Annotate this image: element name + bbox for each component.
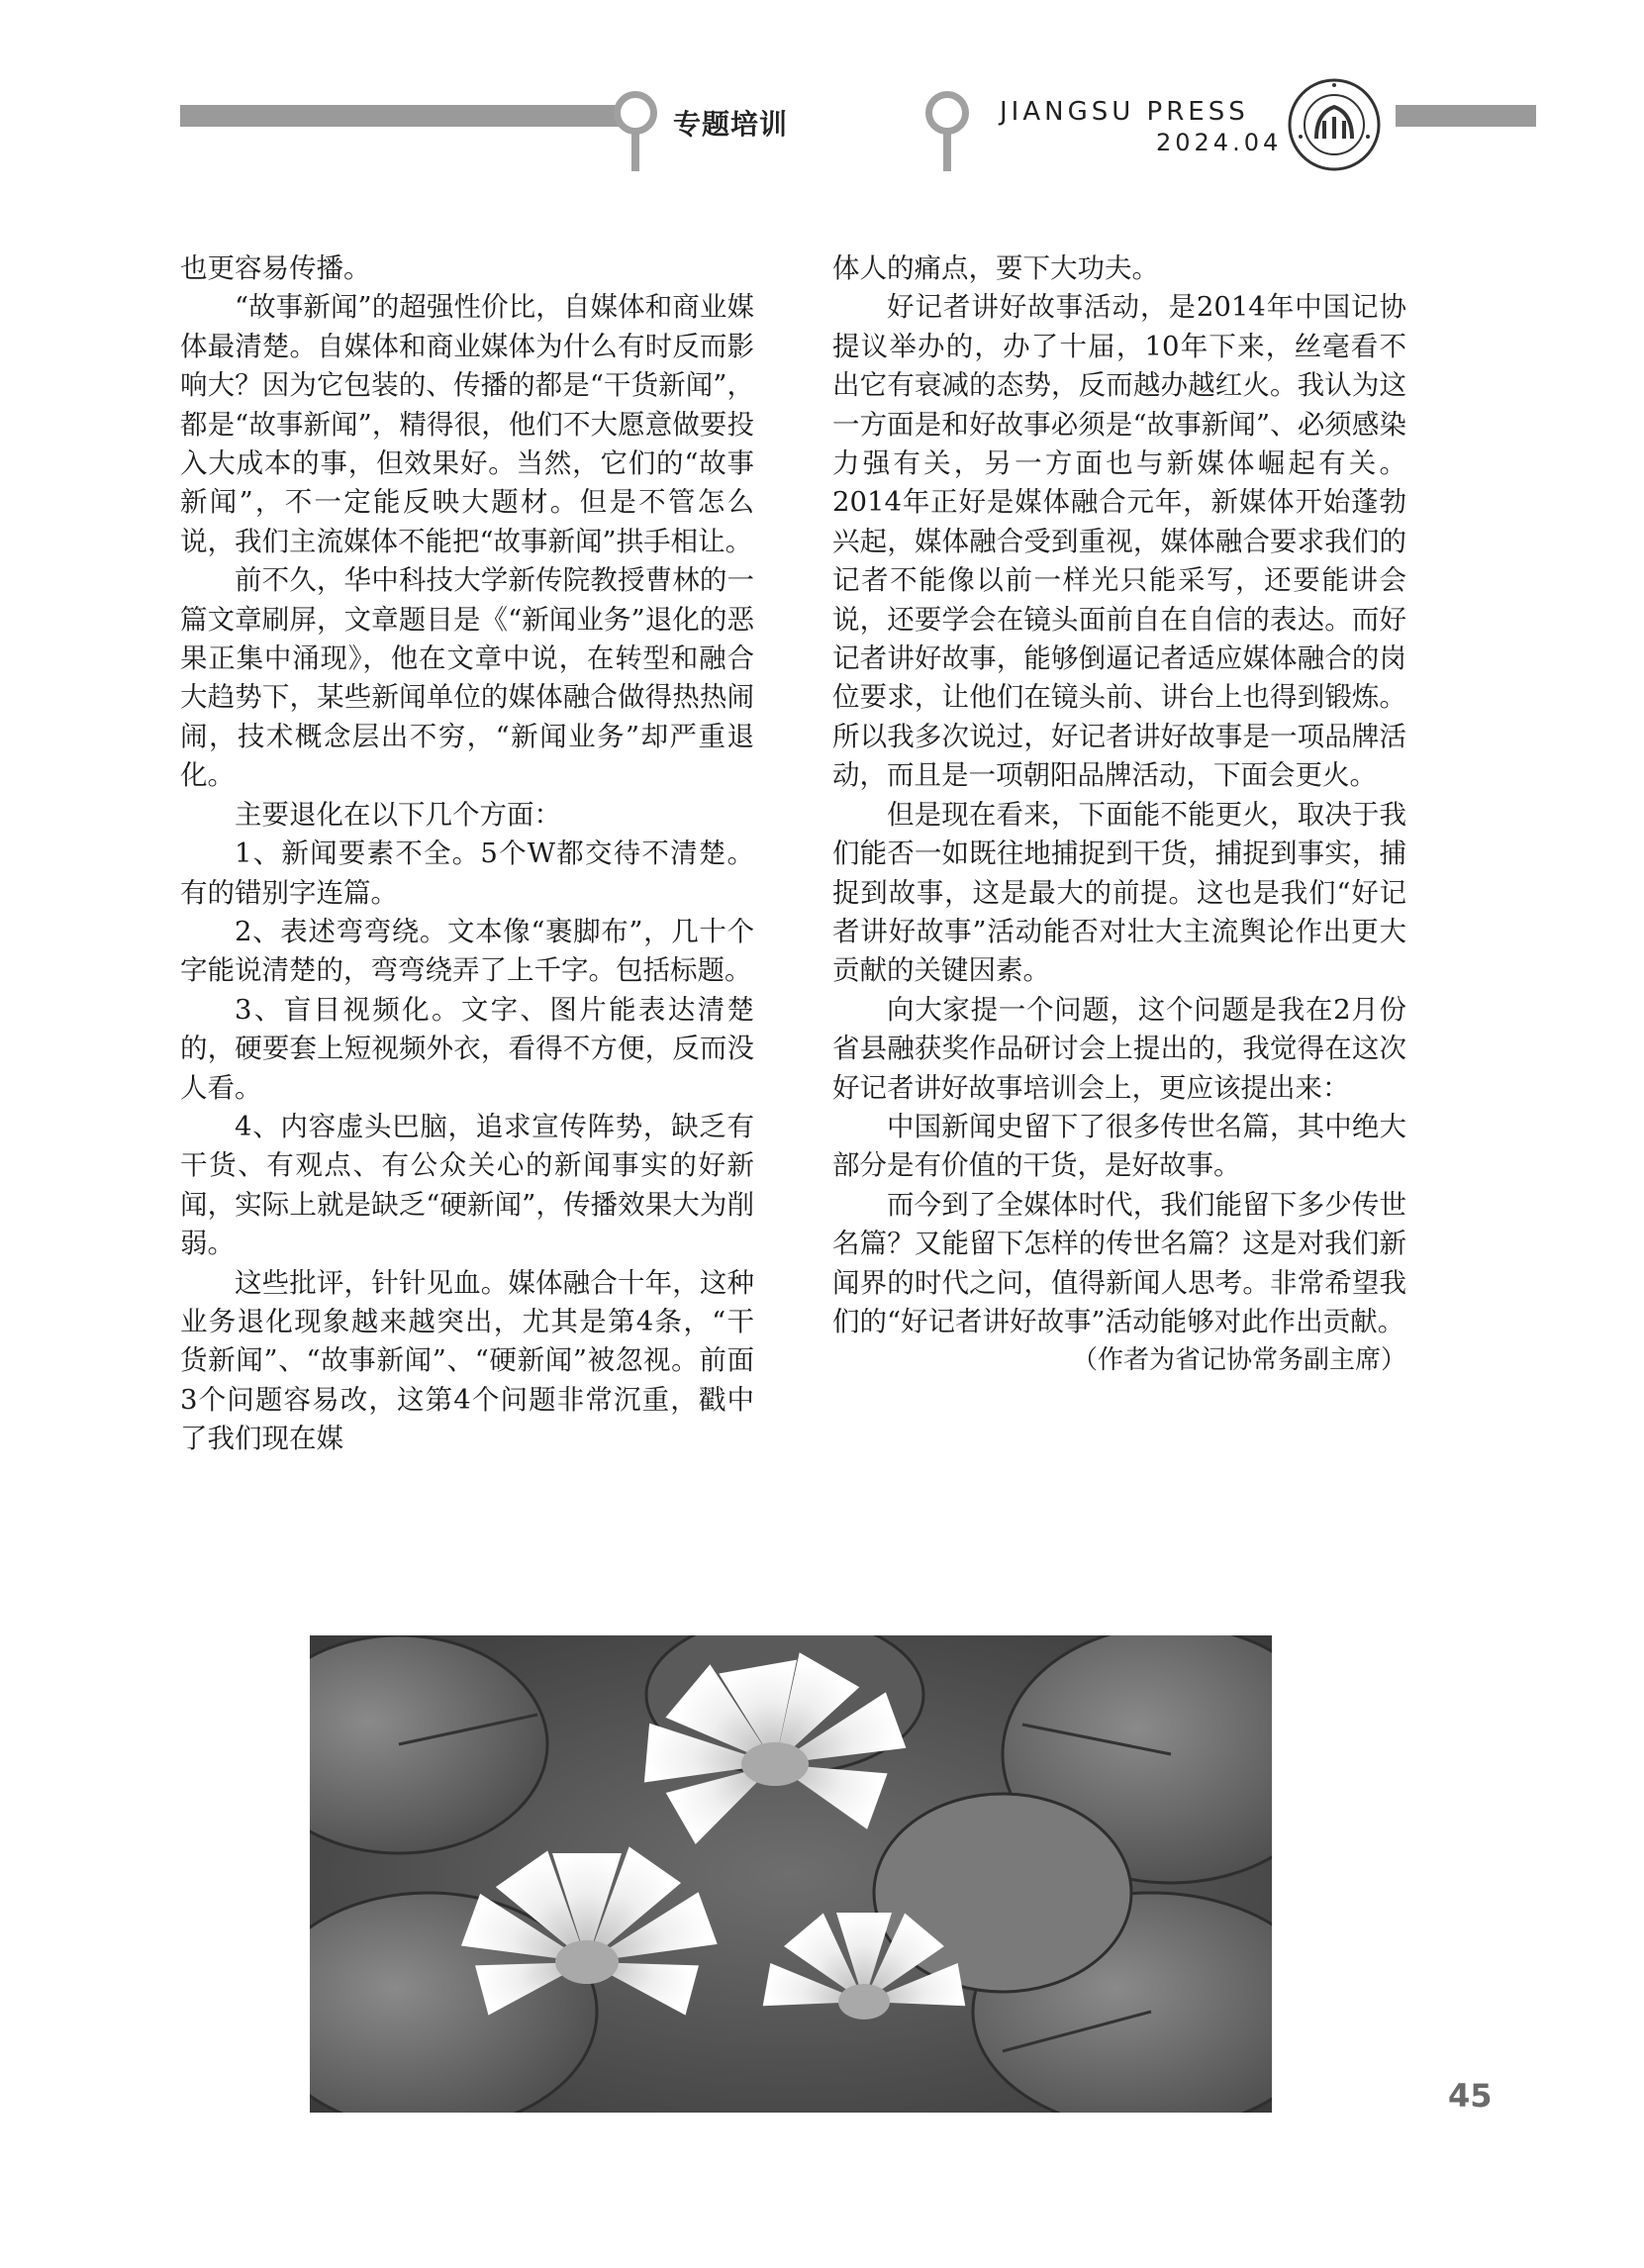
article-right-column	[832, 249, 1406, 1381]
magazine-name: JIANGSU PRESS	[1000, 97, 1249, 127]
water-lily-photo	[310, 1635, 1272, 2113]
issue-number: 2024.04	[1156, 129, 1283, 156]
pin-ornament-left	[614, 91, 657, 135]
author-byline: （作者为省记协常务副主席）	[1071, 1345, 1406, 1376]
seal-logo-icon	[1287, 77, 1382, 172]
paragraph: 2、表述弯弯绕。文本像“裹脚布”，几十个字能说清楚的，弯弯绕弄了上千字。包括标题。	[180, 915, 754, 987]
paragraph: 主要退化在以下几个方面：	[235, 798, 561, 831]
paragraph: 向大家提一个问题，这个问题是我在2月份省县融获奖作品研讨会上提出的，我觉得在这次好记者讲好故事培训会上，更应该提出来：	[832, 993, 1406, 1104]
paragraph: 也更容易传播。	[180, 252, 371, 284]
paragraph: “故事新闻”的超强性价比，自媒体和商业媒体最清楚。自媒体和商业媒体为什么有时反而影响大？因为它包装的、传播的都是“干货新闻”，都是“故事新闻”，精得很，他们不大愿意做要投入大成本的事，但效果好。当然，它们的“故事新闻”，不一定能反映大题材。但是不管怎么说，我们主流媒体不能把“故事新闻”拱手相让。	[180, 291, 754, 557]
paragraph: 前不久，华中科技大学新传院教授曹林的一篇文章刷屏，文章题目是《“新闻业务”退化的恶果正集中涌现》，他在文章中说，在转型和融合大趋势下，某些新闻单位的媒体融合做得热热闹闹，技术概念层出不穷，“新闻业务”却严重退化。	[180, 564, 754, 792]
paragraph: 这些批评，针针见血。媒体融合十年，这种业务退化现象越来越突出，尤其是第4条，“干货新闻”、“故事新闻”、“硬新闻”被忽视。前面3个问题容易改，这第4个问题非常沉重，戳中了我们现在媒	[180, 1266, 754, 1455]
paragraph: 中国新闻史留下了很多传世名篇，其中绝大部分是有价值的干货，是好故事。	[832, 1110, 1406, 1182]
paragraph: 1、新闻要素不全。5个W都交待不清楚。有的错别字连篇。	[180, 838, 754, 909]
header-bar-right	[1396, 105, 1536, 127]
paragraph: 3、盲目视频化。文字、图片能表达清楚的，硬要套上短视频外衣，看得不方便，反而没人看。	[180, 993, 754, 1104]
header-bar-left	[180, 105, 622, 127]
paragraph: 好记者讲好故事活动，是2014年中国记协提议举办的，办了十届，10年下来，丝毫看不出它有衰减的态势，反而越办越红火。我认为这一方面是和好故事必须是“故事新闻”、必须感染力强有关，另一方面也与新媒体崛起有关。2014年正好是媒体融合元年，新媒体开始蓬勃兴起，媒体融合受到重视，媒体融合要求我们的记者不能像以前一样光只能采写，还要能讲会说，还要学会在镜头面前自在自信的表达。而好记者讲好故事，能够倒逼记者适应媒体融合的岗位要求，让他们在镜头前、讲台上也得到锻炼。所以我多次说过，好记者讲好故事是一项品牌活动，而且是一项朝阳品牌活动，下面会更火。	[832, 291, 1406, 792]
paragraph: 体人的痛点，要下大功夫。	[832, 252, 1159, 284]
page-number: 45	[1448, 2077, 1493, 2115]
section-title: 专题培训	[673, 108, 789, 141]
article-left-column	[180, 249, 754, 1459]
paragraph: 4、内容虚头巴脑，追求宣传阵势，缺乏有干货、有观点、有公众关心的新闻事实的好新闻，实际上就是缺乏“硬新闻”，传播效果大为削弱。	[180, 1110, 754, 1260]
paragraph: 但是现在看来，下面能不能更火，取决于我们能否一如既往地捕捉到干货，捕捉到事实，捕捉到故事，这是最大的前提。这也是我们“好记者讲好故事”活动能否对壮大主流舆论作出更大贡献的关键因素。	[832, 798, 1406, 987]
paragraph: 而今到了全媒体时代，我们能留下多少传世名篇？又能留下怎样的传世名篇？这是对我们新闻界的时代之问，值得新闻人思考。非常希望我们的“好记者讲好故事”活动能够对此作出贡献。	[832, 1188, 1406, 1337]
pin-ornament-right	[925, 91, 969, 135]
